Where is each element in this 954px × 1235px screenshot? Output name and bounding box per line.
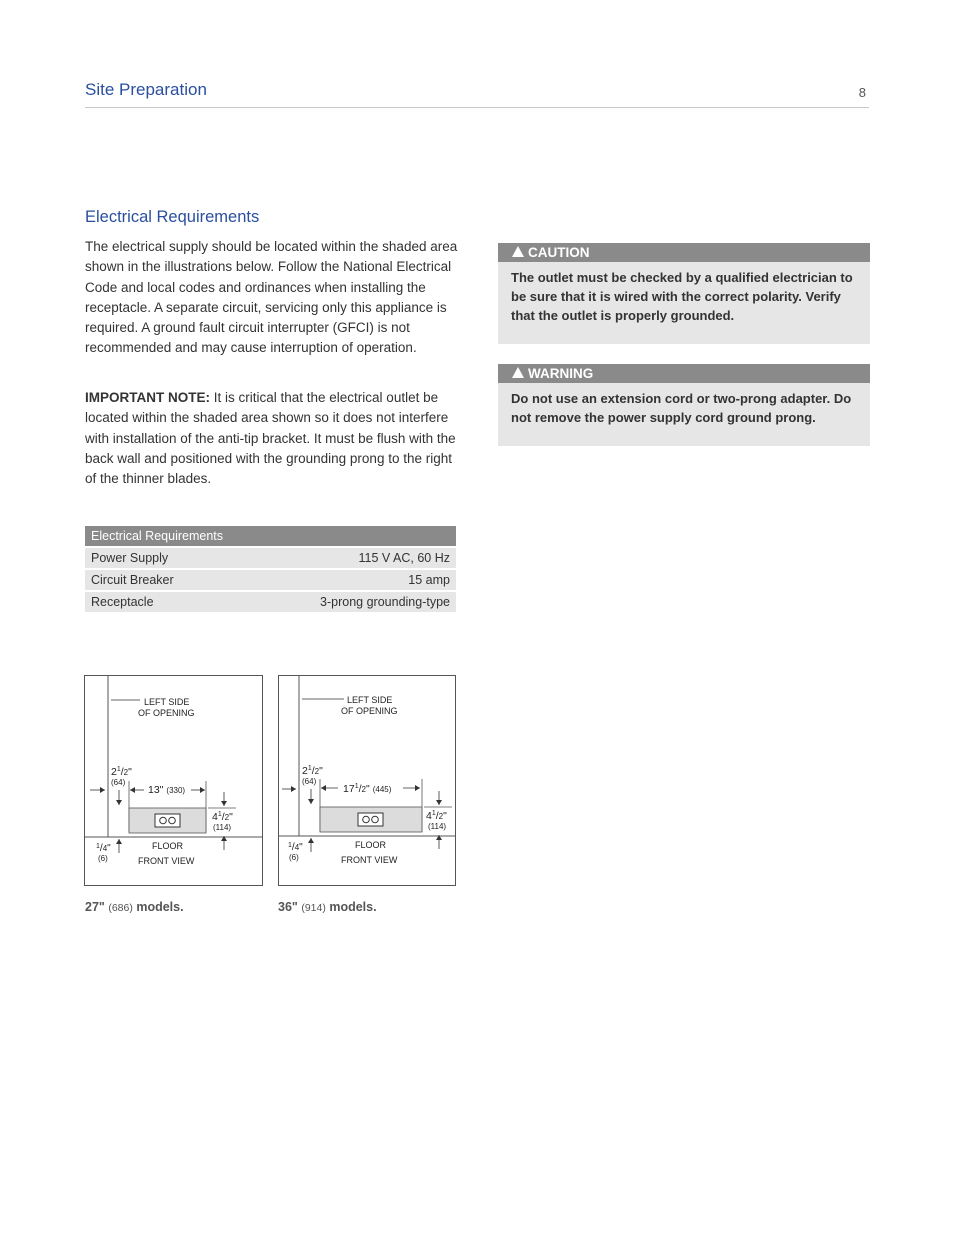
arrowhead	[436, 800, 442, 805]
left-side-label: LEFT SIDE	[144, 697, 190, 707]
row-label: Power Supply	[85, 547, 233, 569]
floor-dim-mm: (6)	[98, 854, 108, 863]
arrowhead	[116, 800, 122, 805]
row-value: 3-prong grounding-type	[233, 591, 456, 612]
floor-dim: $^1$/4"	[288, 842, 303, 853]
important-note-label: IMPORTANT NOTE:	[85, 390, 210, 405]
arrowhead	[221, 801, 227, 806]
width-dim: 13" (330)	[148, 784, 186, 796]
caption-36-models	[278, 900, 377, 914]
caption-mm: (914)	[301, 902, 326, 914]
height-dim: $4^1/2$"	[212, 811, 233, 823]
side-dim-mm: (64)	[302, 777, 317, 786]
caution-text: The outlet must be checked by a qualified electrician to be sure that it is wired with the correct polarity. Verify that the outlet is properly grounded.	[498, 262, 870, 344]
caption-size: 36"	[278, 900, 298, 914]
row-value: 115 V AC, 60 Hz	[233, 547, 456, 569]
floor-dim-mm: (6)	[289, 853, 299, 862]
row-label: Receptacle	[85, 591, 233, 612]
section-title: Electrical Requirements	[85, 208, 260, 226]
height-dim: $4^1/2$"	[426, 810, 447, 822]
height-dim-mm: (114)	[213, 823, 232, 832]
caption-mm: (686)	[108, 902, 133, 914]
outlet-receptacle-icon	[155, 814, 180, 827]
arrowhead	[308, 799, 314, 804]
side-dim: $2^1/2$"	[111, 766, 132, 778]
outlet-receptacle-icon	[358, 813, 383, 826]
header-divider	[85, 107, 869, 108]
caption-label: models.	[136, 900, 184, 914]
table-row	[85, 591, 456, 612]
width-dim: $17^1/2$" (445)	[343, 783, 392, 795]
side-dim: $2^1/2$"	[302, 765, 323, 777]
floor-dim: $^1$/4"	[96, 843, 111, 854]
warning-header	[498, 364, 870, 383]
warning-box	[498, 364, 870, 446]
warning-triangle-icon	[512, 246, 524, 257]
caption-size: 27"	[85, 900, 105, 914]
opening-label: OF OPENING	[138, 708, 195, 718]
important-note-paragraph	[85, 388, 460, 489]
opening-label: OF OPENING	[341, 706, 398, 716]
table-header: Electrical Requirements	[85, 526, 456, 547]
floor-label: FLOOR	[152, 841, 184, 851]
arrowhead	[130, 787, 135, 793]
warning-triangle-icon	[512, 367, 524, 378]
arrowhead	[116, 839, 122, 844]
front-view-label: FRONT VIEW	[138, 856, 195, 866]
caution-title: CAUTION	[528, 245, 590, 260]
row-value: 15 amp	[233, 569, 456, 591]
table-row	[85, 547, 456, 569]
arrowhead	[308, 838, 314, 843]
important-note-text: It is critical that the electrical outlet be located within the shaded area shown so it does not interfere with installation of the anti-tip bracket. It must be flush with the back wall and positioned with the grounding prong to the right of the thinner blades.	[85, 390, 456, 487]
caption-27-models	[85, 900, 184, 914]
height-dim-mm: (114)	[428, 822, 447, 831]
arrowhead	[200, 787, 205, 793]
front-view-label: FRONT VIEW	[341, 855, 398, 865]
floor-label: FLOOR	[355, 840, 387, 850]
intro-paragraph: The electrical supply should be located within the shaded area shown in the illustrations below. Follow the National Electrical Code and local codes and ordinances when installing the receptacle. A separate circuit, servicing only this appliance is required. A ground fault circuit interrupter (GFCI) is not recommended and may cause interruption of operation.	[85, 239, 458, 356]
warning-title: WARNING	[528, 366, 594, 381]
page-header-title: Site Preparation	[85, 80, 207, 99]
row-label: Circuit Breaker	[85, 569, 233, 591]
arrowhead	[415, 785, 420, 791]
caution-header	[498, 243, 870, 262]
caption-label: models.	[329, 900, 377, 914]
warning-text: Do not use an extension cord or two-prong adapter. Do not remove the power supply cord ground prong.	[498, 383, 870, 446]
diagram-36-front-view	[278, 675, 456, 886]
arrowhead	[100, 787, 105, 793]
electrical-requirements-table	[85, 526, 456, 612]
arrowhead	[321, 785, 326, 791]
arrowhead	[291, 786, 296, 792]
caution-box	[498, 243, 870, 344]
diagram-27-front-view	[84, 675, 263, 886]
table-row	[85, 569, 456, 591]
left-side-label: LEFT SIDE	[347, 695, 393, 705]
page-number: 8	[858, 85, 866, 100]
side-dim-mm: (64)	[111, 778, 126, 787]
